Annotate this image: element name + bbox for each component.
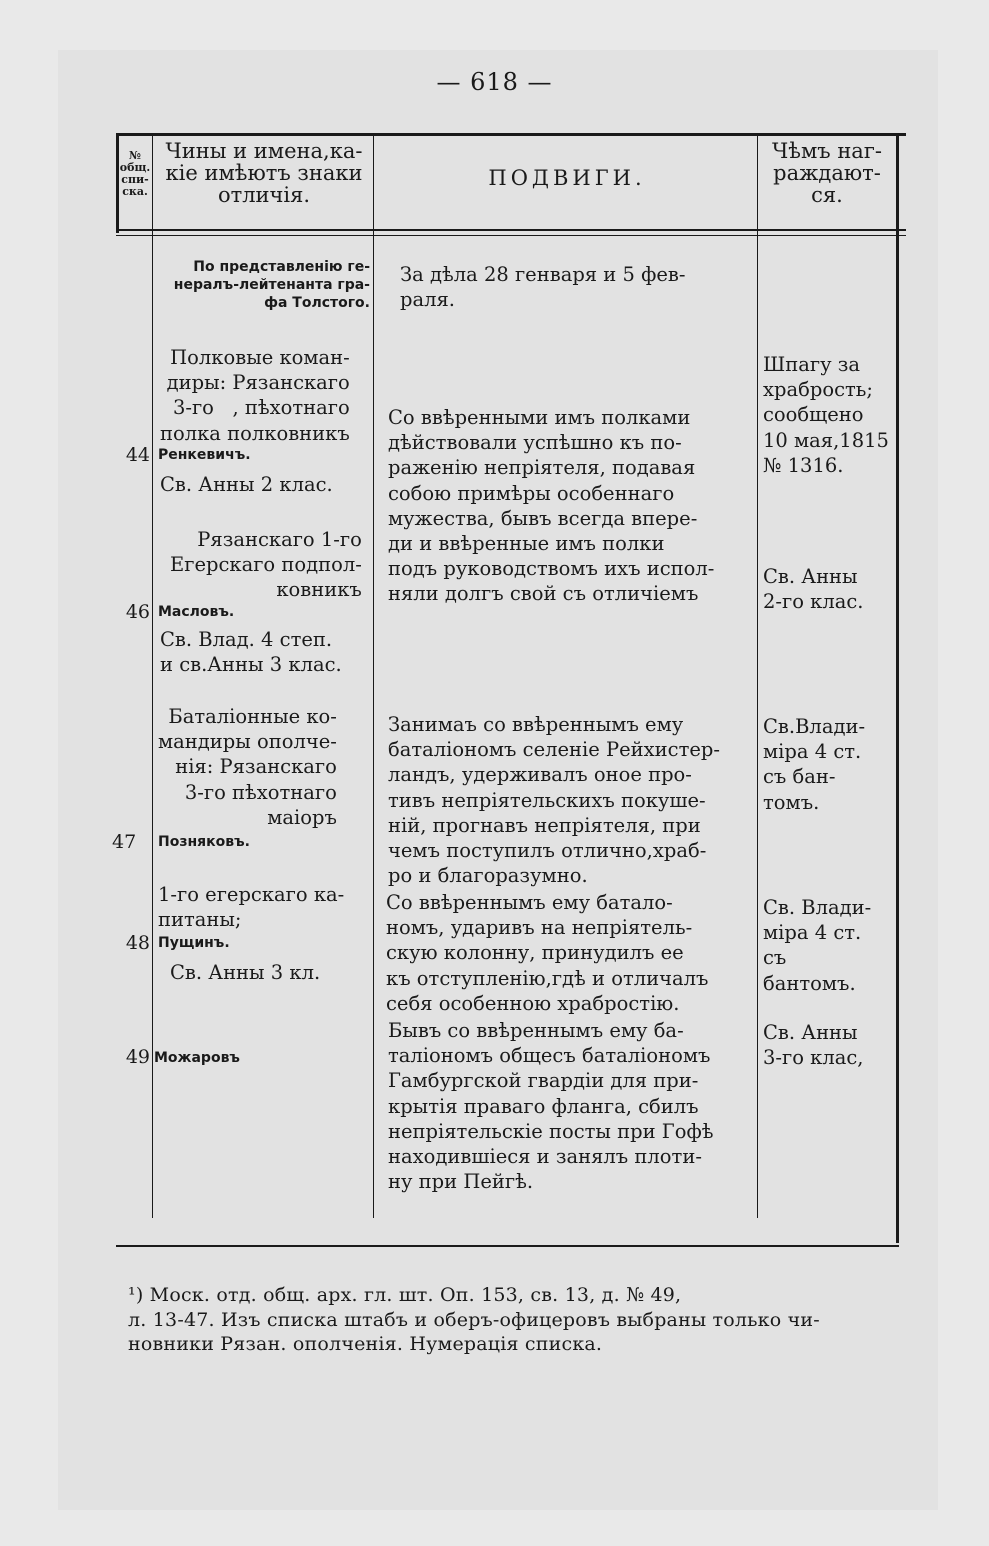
header-deeds-column: ПОДВИГИ. bbox=[488, 166, 646, 190]
table-top-border bbox=[116, 133, 906, 136]
deeds-47: Занимаъ со ввѣреннымъ ему баталіономъ селеніе Рейхистер- ландъ, удерживалъ оное про- тивъ непріятельскихъ покуше- ній, прогнавъ непріятеля, при чемъ поступилъ отлично,храб- ро и благоразумно. bbox=[388, 713, 720, 888]
header-awards-column: Чѣмъ наг- раждают- ся. bbox=[772, 139, 882, 207]
deeds-49: Бывъ со ввѣреннымъ ему ба- таліономъ общесъ баталіономъ Гамбургской гвардіи для при- крытія праваго фланга, сбилъ непріятельскіе посты при Гофѣ находившіеся и занялъ плоти- ну при Пейгѣ. bbox=[388, 1019, 714, 1194]
header-bottom-border bbox=[116, 229, 906, 231]
entry-prev-award-46: Св. Влад. 4 степ. и св.Анны 3 клас. bbox=[160, 628, 342, 677]
entry-number-49: 49 bbox=[125, 1046, 150, 1068]
award-47: Св.Влади- міра 4 ст. съ бан- томъ. bbox=[763, 715, 866, 814]
entry-name-48: Пущинъ. bbox=[158, 935, 230, 951]
table-right-border bbox=[896, 133, 899, 1243]
header-number-column: № общ. спи- ска. bbox=[119, 149, 151, 198]
column-divider-2 bbox=[373, 133, 374, 1218]
group-title-battalion-commanders: Баталіонные ко- мандиры ополче- нія: Рязанскаго 3-го пѣхотнаго маіоръ bbox=[158, 705, 337, 829]
entry-name-47: Позняковъ. bbox=[158, 834, 250, 850]
entry-number-47: 47 bbox=[112, 831, 137, 853]
deeds-48: Со ввѣреннымъ ему батало- номъ, ударивъ на непріятель- скую колонну, принудилъ ее къ отступленію,гдѣ и отличалъ себя особенною храбростію. bbox=[386, 891, 709, 1015]
entry-name-49: Можаровъ bbox=[154, 1050, 240, 1066]
entry-name-44: Ренкевичъ. bbox=[158, 447, 251, 463]
group-subtitle-jaeger: Рязанскаго 1-го Егерскаго подпол- ковникъ bbox=[170, 528, 362, 602]
footnote-separator bbox=[116, 1245, 899, 1247]
section-heading: По представленію ге- нералъ-лейтенанта гра- фа Толстого. bbox=[173, 259, 370, 311]
entry-number-44: 44 bbox=[125, 444, 150, 466]
header-double-border bbox=[116, 235, 906, 236]
group-title-regiment-commanders: Полковые коман- диры: Рязанскаго 3-го , пѣхотнаго полка полковникъ bbox=[160, 346, 350, 445]
award-46: Св. Анны 2-го клас. bbox=[763, 565, 864, 614]
column-divider-1 bbox=[152, 133, 153, 1218]
header-ranks-column: Чины и имена,ка- кіе имѣютъ знаки отличія. bbox=[165, 139, 363, 207]
award-48: Св. Влади- міра 4 ст. съ бантомъ. bbox=[763, 896, 872, 995]
award-44: Шпагу за храбрость; сообщено 10 мая,1815 № 1316. bbox=[763, 353, 889, 477]
entry-prev-award-48: Св. Анны 3 кл. bbox=[170, 961, 321, 984]
entry-number-48: 48 bbox=[125, 932, 150, 954]
entry-prev-award-44: Св. Анны 2 клас. bbox=[160, 473, 333, 496]
entry-name-46: Масловъ. bbox=[158, 604, 235, 620]
award-49: Св. Анны 3-го клас, bbox=[763, 1021, 864, 1070]
entry-number-46: 46 bbox=[125, 601, 150, 623]
page-number: — 618 — bbox=[436, 68, 553, 96]
group-subtitle-jaeger-captains: 1-го егерскаго ка- питаны; bbox=[158, 883, 345, 932]
deeds-heading: За дѣла 28 генваря и 5 фев- раля. bbox=[400, 263, 686, 312]
column-divider-3 bbox=[757, 133, 758, 1218]
footnote: ¹) Моск. отд. общ. арх. гл. шт. Оп. 153, св. 13, д. № 49, л. 13-47. Изъ списка штабъ и оберъ-офицеровъ выбраны только чи- новники Рязан. ополченія. Нумерація списка. bbox=[128, 1284, 820, 1355]
deeds-regiment-commanders: Со ввѣренными имъ полками дѣйствовали успѣшно къ по- раженію непріятеля, подавая собою примѣры особеннаго мужества, бывъ всегда впере- ди и ввѣренные имъ полки подъ руководствомъ ихъ испол- няли долгъ свой съ отличіемъ bbox=[388, 406, 715, 606]
